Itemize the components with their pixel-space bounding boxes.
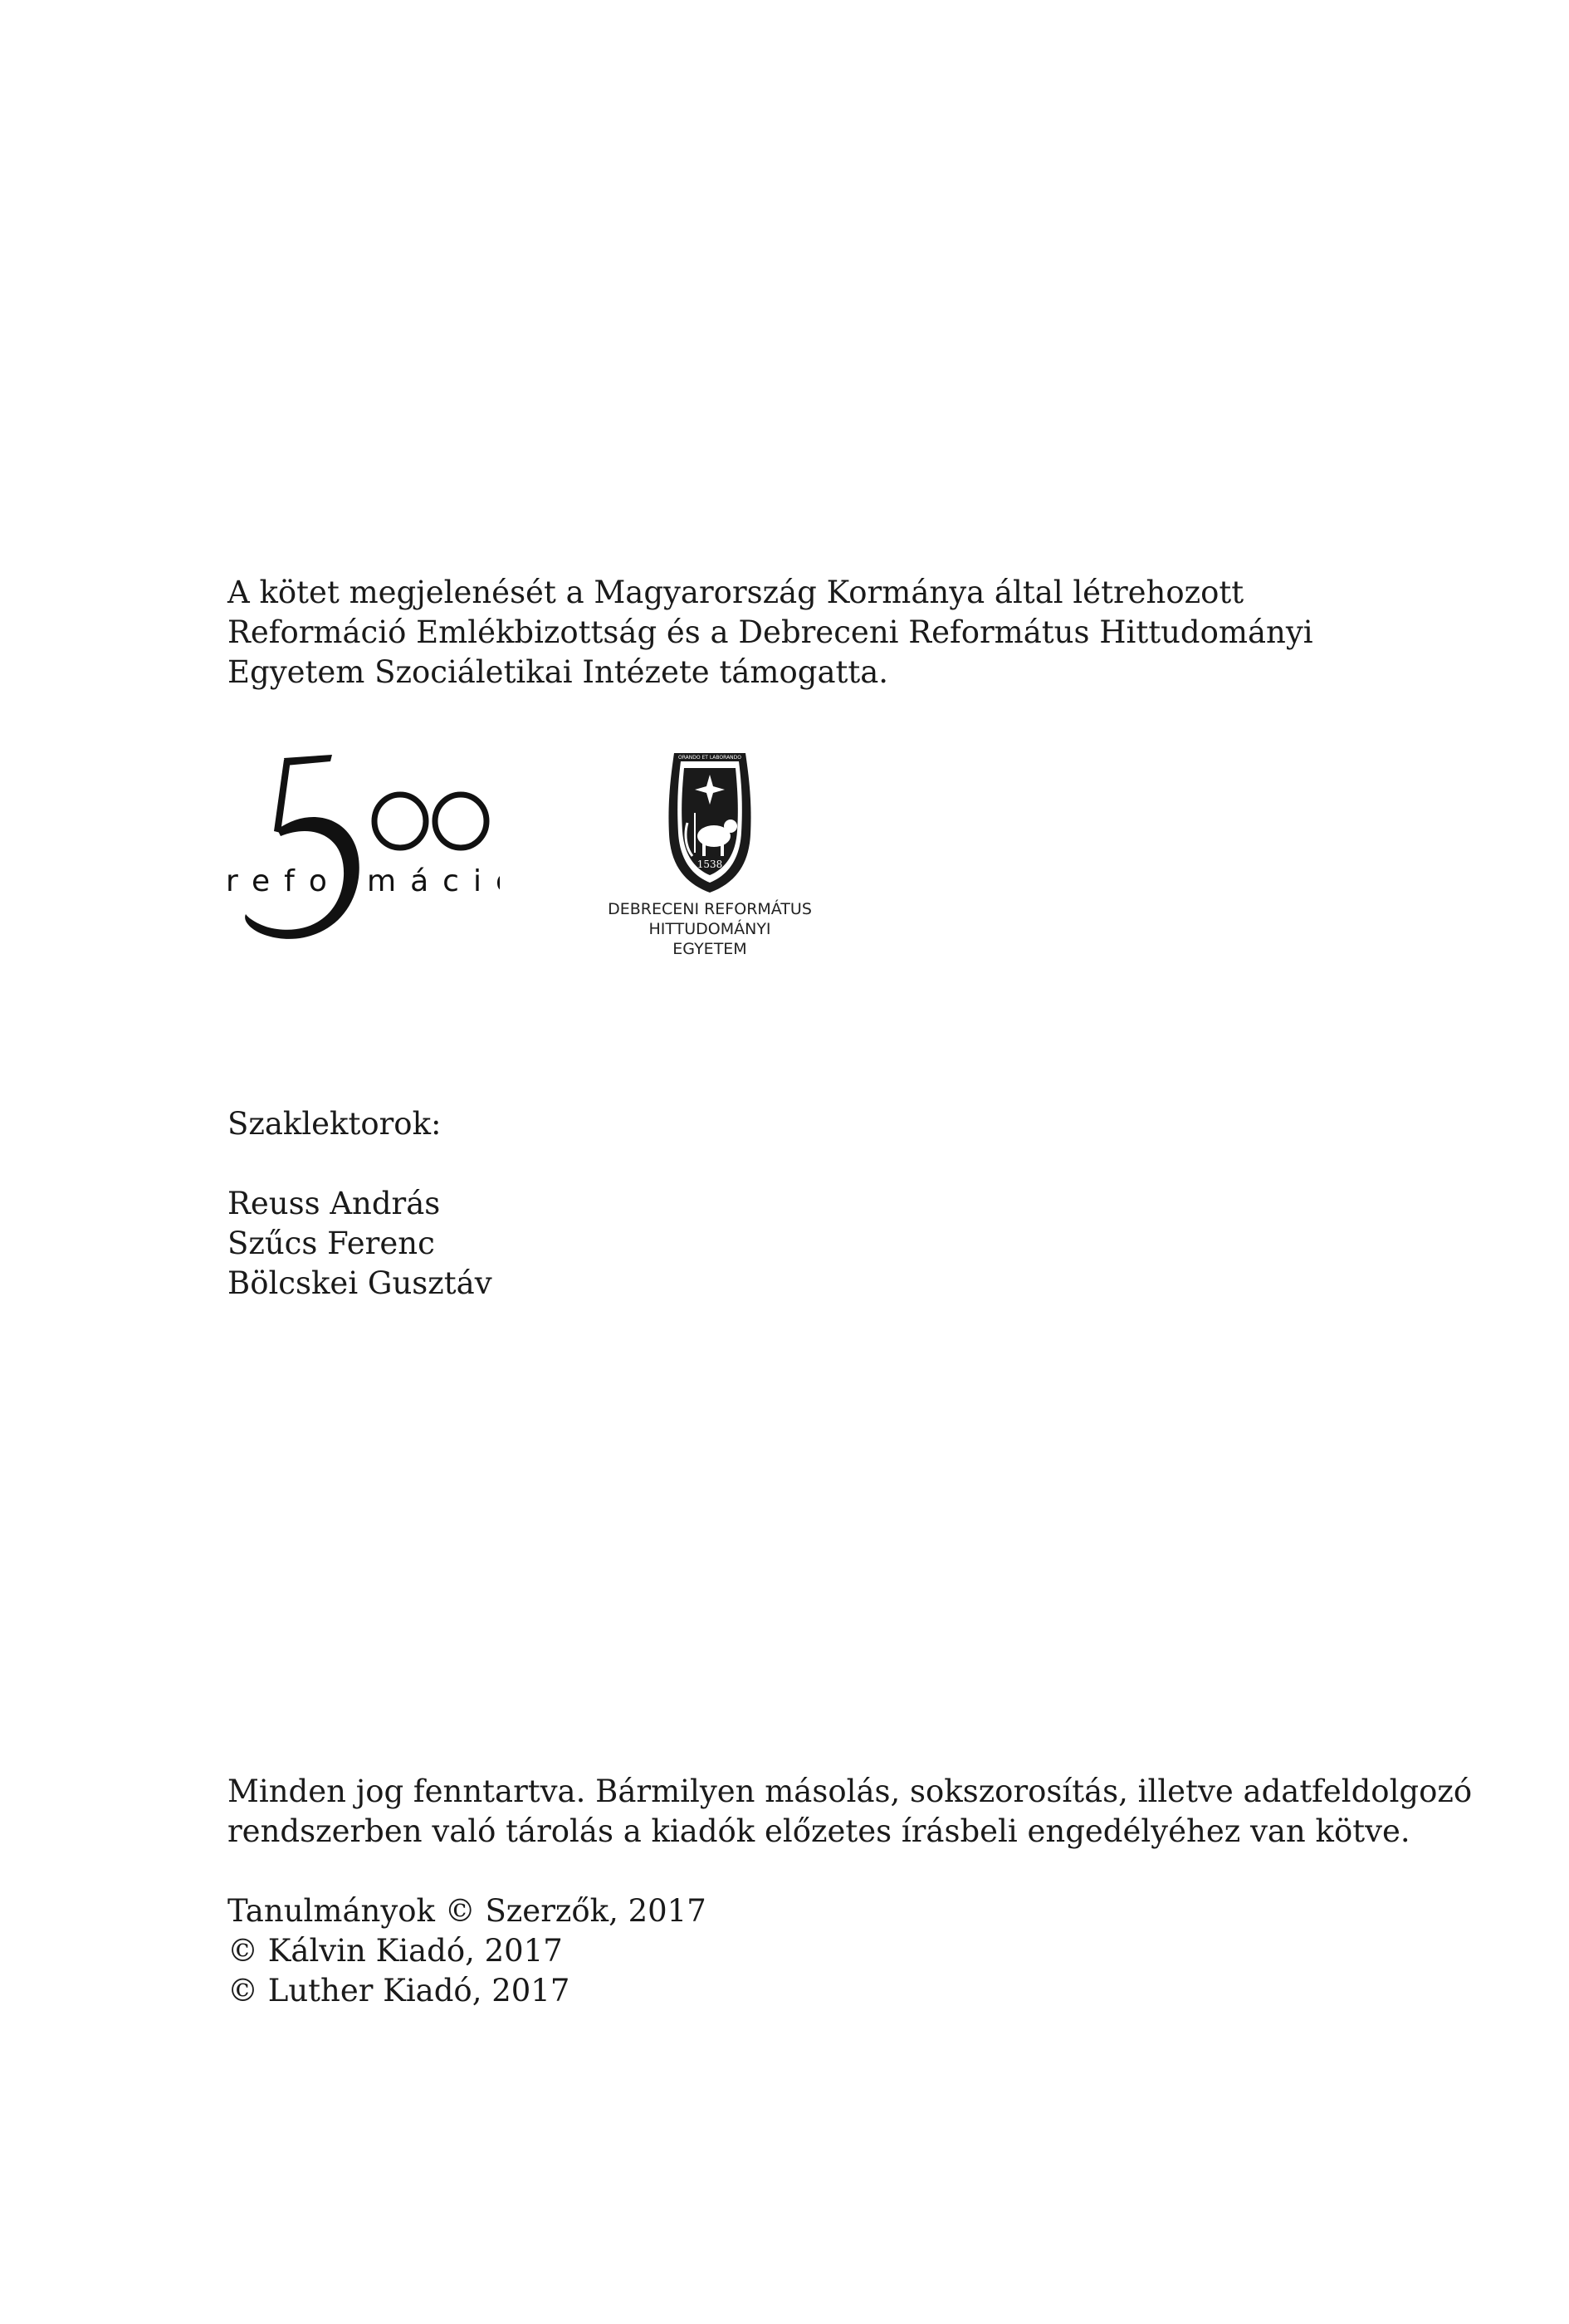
support-statement [227,573,1313,692]
copyright-line: © Kálvin Kiadó, 2017 [227,1933,563,1969]
reviewers-section [227,1104,492,1304]
drhe-year: 1538 [697,859,723,870]
support-line: Reformáció Emlékbizottság és a Debreceni Református Hittudományi [227,614,1313,650]
drhe-logo [598,743,822,959]
reviewer-name: Szűcs Ferenc [227,1226,435,1261]
drhe-name-line: EGYETEM [672,940,747,958]
reformacio-500-logo [226,743,500,951]
reviewer-name: Reuss András [227,1186,441,1221]
spacer [227,1144,492,1184]
drhe-name-line: DEBRECENI REFORMÁTUS [608,900,812,918]
support-line: A kötet megjelenését a Magyarország Kormánya által létrehozott [227,575,1244,610]
drhe-crest-icon [668,753,750,893]
rights-section [227,1772,1472,2011]
rights-notice-line: Minden jog fenntartva. Bármilyen másolás, sokszorosítás, illetve adatfeldolgozó [227,1774,1473,1809]
rights-notice-line: rendszerben való tárolás a kiadók előzetes írásbeli engedélyéhez van kötve. [227,1813,1410,1849]
reviewers-heading: Szaklektorok: [227,1106,442,1142]
copyright-line: © Luther Kiadó, 2017 [227,1973,570,2008]
reformacio-word: reformáció [226,864,500,898]
drhe-name-line: HITTUDOMÁNYI [648,920,771,938]
support-line: Egyetem Szociáletikai Intézete támogatta. [227,654,889,690]
reviewer-name: Bölcskei Gusztáv [227,1265,492,1301]
spacer [227,1852,1472,1891]
copyright-line: Tanulmányok © Szerzők, 2017 [227,1893,706,1929]
drhe-motto: ORANDO ET LABORANDO [677,755,742,761]
